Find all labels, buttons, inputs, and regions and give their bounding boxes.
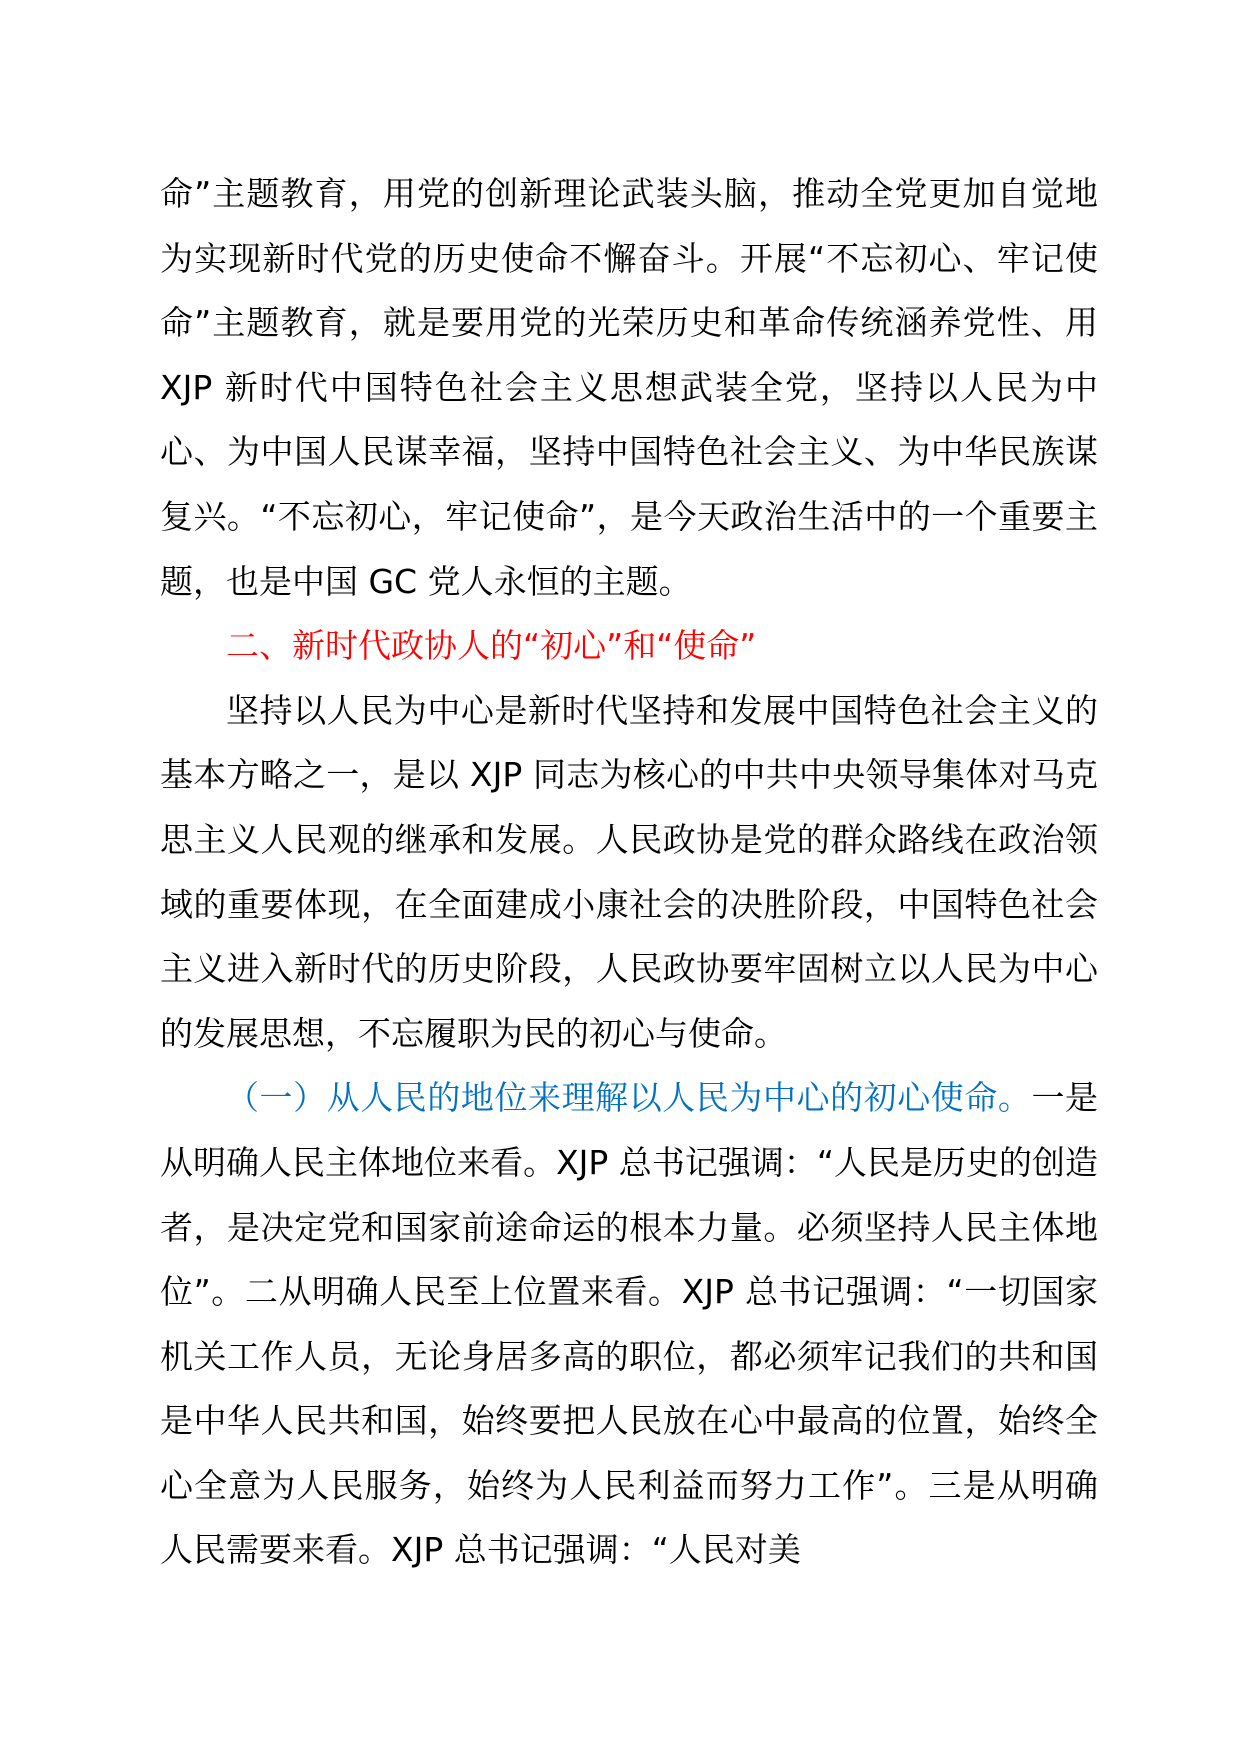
document-body <box>160 162 1098 1583</box>
subsection-paragraph <box>160 1066 1098 1583</box>
subsection-body: 一是从明确人民主体地位来看。XJP 总书记强调：“人民是历史的创造者，是决定党和国家前途命运的根本力量。必须坚持人民主体地位”。二从明确人民至上位置来看。XJP 总书记强调：“一切国家机关工作人员，无论身居多高的职位，都必须牢记我们的共和国是中华人民共和国，始终要把人民放在心中最高的位置，始终全心全意为人民服务，始终为人民利益而努力工作”。三是从明确人民需要来看。XJP 总书记强调：“人民对美 <box>160 1078 1099 1570</box>
subheading: （一）从人民的地位来理解以人民为中心的初心使命。 <box>226 1078 1032 1118</box>
section-heading: 二、新时代政协人的“初心”和“使命” <box>226 626 757 666</box>
intro-paragraph: 命”主题教育，用党的创新理论武装头脑，推动全党更加自觉地为实现新时代党的历史使命不懈奋斗。开展“不忘初心、牢记使命”主题教育，就是要用党的光荣历史和革命传统涵养党性、用 XJP 新时代中国特色社会主义思想武装全党，坚持以人民为中心、为中国人民谋幸福，坚持中国特色社会主义、为中华民族谋复兴。“不忘初心，牢记使命”，是今天政治生活中的一个重要主题，也是中国 GC 党人永恒的主题。 <box>160 174 1098 601</box>
section-paragraph: 坚持以人民为中心是新时代坚持和发展中国特色社会主义的基本方略之一，是以 XJP 同志为核心的中共中央领导集体对马克思主义人民观的继承和发展。人民政协是党的群众路线在政治领域的重要体现，在全面建成小康社会的决胜阶段，中国特色社会主义进入新时代的历史阶段，人民政协要牢固树立以人民为中心的发展思想，不忘履职为民的初心与使命。 <box>160 690 1099 1053</box>
